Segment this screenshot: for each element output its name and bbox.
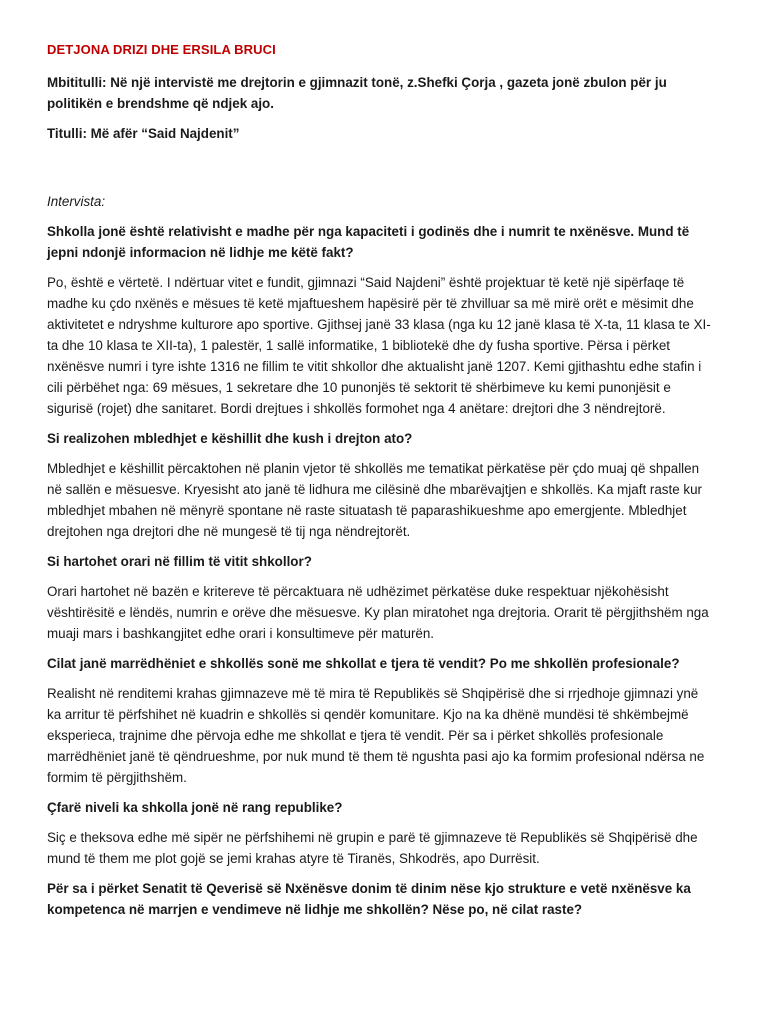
question-2: Si realizohen mbledhjet e këshillit dhe kush i drejton ato? <box>47 431 413 446</box>
answer-4: Realisht në renditemi krahas gjimnazeve më të mira të Republikës së Shqipërisë dhe si rrjedhoje gjimnazi ynë ka arritur të përfshihet në kuadrin e shkollës si qendër komunitare. Kjo na ka dhënë mundësi të shkëmbejmë eksperieca, trajnime dhe përvoja edhe me shkollat e tjera të vendit. Për sa i përket shkollës profesionale marrëdhëniet janë të qëndrueshme, por nuk mund të them të ngushta pasi ajo ka formim profesional ndërsa ne formim të përgjithshëm. <box>47 686 705 785</box>
answer-2: Mbledhjet e këshillit përcaktohen në planin vjetor të shkollës me tematikat përkatëse për çdo muaj që shpallen në sallën e mësuesve. Kryesisht ato janë të lidhura me cilësinë dhe mbarëvajtjen e shkollës. Ka mjaft raste kur mbledhjet mbahen në mënyrë spontane në raste situatash të paparashikueshme apo emergjente. Mbledhjet drejtohen nga drejtori dhe në mungesë të tij nga nëndrejtorët. <box>47 461 702 539</box>
answer-5: Siç e theksova edhe më sipër ne përfshihemi në grupin e parë të gjimnazeve të Republikës së Shqipërisë dhe mund të them me plot gojë se jemi krahas atyre të Tiranës, Shkodrës, apo Durrësit. <box>47 830 698 866</box>
question-4: Cilat janë marrëdhëniet e shkollës sonë me shkollat e tjera të vendit? Po me shkollën profesionale? <box>47 656 680 671</box>
authors-heading: DETJONA DRIZI DHE ERSILA BRUCI <box>47 42 276 57</box>
answer-1: Po, është e vërtetë. I ndërtuar vitet e fundit, gjimnazi “Said Najdeni” është projektuar të ketë një sipërfaqe të madhe ku çdo nxënës e mësues të ketë mjaftueshem hapësirë për të zhvilluar sa më mirë orët e mësimit dhe aktivitetet e ndryshme kulturore apo sportive. Gjithsej janë 33 klasa (nga ku 12 janë klasa të X-ta, 11 klasa te XI-ta dhe 10 klasa te XII-ta), 1 palestër, 1 sallë informatike, 1 bibliotekë dhe dy fusha sportive. Përsa i përket nxënësve numri i tyre ishte 1316 ne fillim te vitit shkollor dhe aktualisht janë 1207. Kemi gjithashtu edhe stafin i cili përbëhet nga: 69 mësues, 1 sekretare dhe 10 punonjës të sektorit të shërbimeve ku kemi punonjësit e sigurisë (rojet) dhe sanitaret. Bordi drejtues i shkollës formohet nga 4 anëtare: drejtori dhe 3 nëndrejtorë. <box>47 275 711 416</box>
question-3: Si hartohet orari në fillim të vitit shkollor? <box>47 554 312 569</box>
question-1: Shkolla jonë është relativisht e madhe për nga kapaciteti i godinës dhe i numrit te nxënësve. Mund të jepni ndonjë informacion në lidhje me këtë fakt? <box>47 224 690 260</box>
question-5: Çfarë niveli ka shkolla jonë në rang republike? <box>47 800 343 815</box>
question-6: Për sa i përket Senatit të Qeverisë së Nxënësve donim të dinim nëse kjo strukture e vetë nxënësve ka kompetenca në marrjen e vendimeve në lidhje me shkollën? Nëse po, në cilat raste? <box>47 881 691 917</box>
answer-3: Orari hartohet në bazën e kritereve të përcaktuara në udhëzimet përkatëse duke respektuar njëkohësisht vështirësitë e lëndës, numrin e orëve dhe mësuesve. Ky plan miratohet nga drejtoria. Orarit të përgjithshëm nga muaji mars i bashkangjitet edhe orari i konsultimeve për maturën. <box>47 584 709 641</box>
subtitle-paragraph: Mbititulli: Në një intervistë me drejtorin e gjimnazit tonë, z.Shefki Çorja , gazeta jonë zbulon për ju politikën e brendshme që ndjek ajo. <box>47 75 667 111</box>
title-paragraph: Titulli: Më afër “Said Najdenit” <box>47 126 240 141</box>
interview-intro: Intervista: <box>47 194 106 209</box>
